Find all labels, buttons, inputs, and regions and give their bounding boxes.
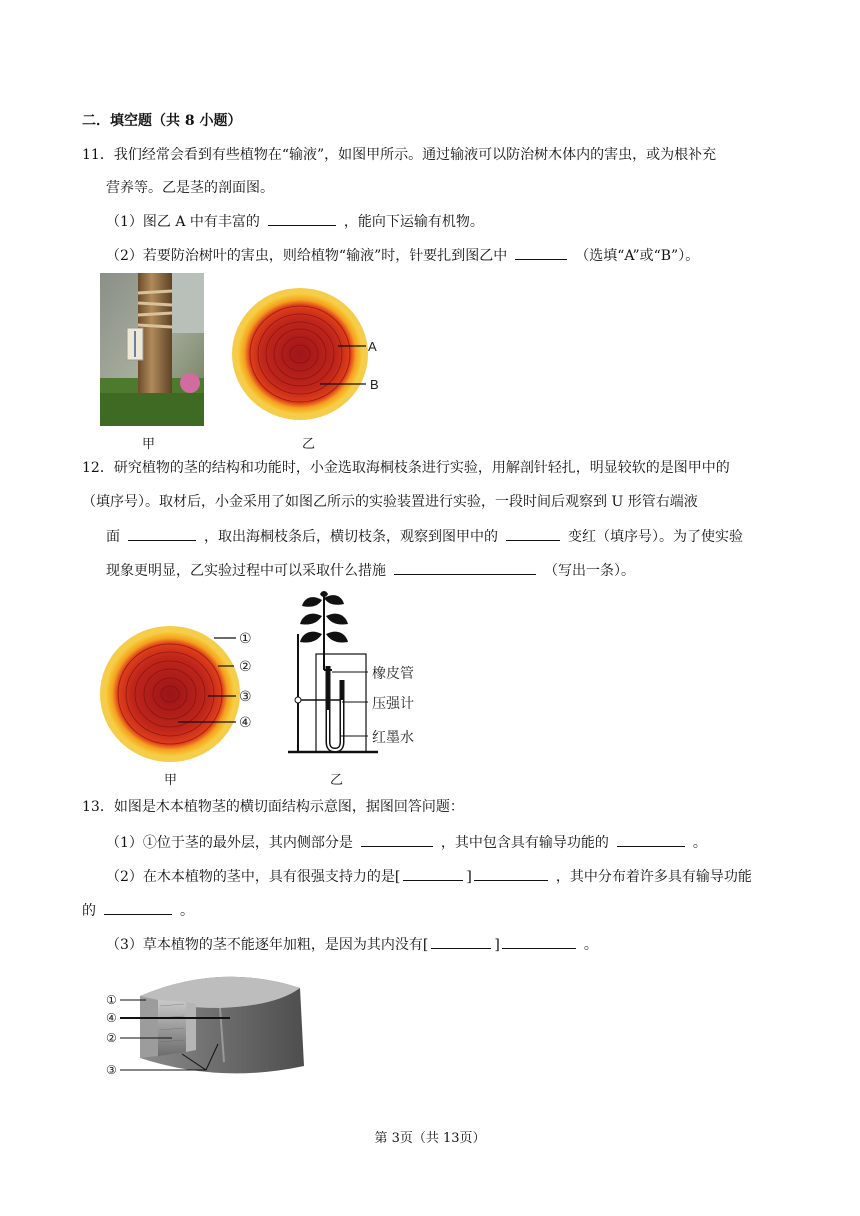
q11-part2-text-end: （选填“A”或“B”）。: [575, 248, 700, 264]
q13-line1: 13．如图是木本植物茎的横切面结构示意图，据图回答问题：: [82, 799, 464, 815]
q13-part2-text-end: ，其中分布着许多具有输导功能: [555, 869, 752, 885]
q12-line3-text-end: 变红（填序号）。为了使实验: [568, 529, 743, 545]
q12-line2: （填序号）。取材后，小金采用了如图乙所示的实验装置进行实验，一段时间后观察到 U 形管右端液: [82, 494, 698, 510]
q11-part1-text: （1）图乙 A 中有丰富的: [106, 214, 260, 230]
q11-part2: [106, 245, 699, 266]
q13-label-4: ④: [106, 1011, 117, 1025]
q12-caption-a: 甲: [164, 773, 178, 788]
experiment-apparatus: [282, 590, 432, 768]
q12-line4-text-end: （写出一条）。: [544, 563, 635, 579]
q13-part2-line2-text: 的: [82, 903, 96, 919]
answer-blank[interactable]: [394, 560, 536, 575]
answer-blank[interactable]: [506, 526, 560, 541]
q13-part2-line2: [82, 900, 194, 921]
q11-part1-text-end: ，能向下运输有机物。: [343, 214, 484, 230]
answer-blank[interactable]: [104, 900, 172, 915]
q11-part2-text: （2）若要防治树叶的害虫，则给植物“输液”时，针要扎到图乙中: [106, 248, 508, 264]
q11-caption-b: 乙: [302, 437, 316, 452]
tree-infusion-photo: [100, 273, 204, 426]
q13-part3-bracket: ]: [494, 937, 500, 953]
q13-part2-line2-text-end: 。: [180, 903, 194, 919]
q12-line3: [106, 526, 743, 547]
label-red-ink: 红墨水: [372, 730, 414, 746]
section-title: 二．填空题（共 8 小题）: [82, 113, 242, 129]
q12-line4: [106, 560, 635, 581]
page-footer: 第 3页（共 13页）: [374, 1131, 486, 1146]
q13-part1: [106, 832, 707, 853]
q12-line3-text: 面: [106, 529, 120, 545]
answer-blank[interactable]: [502, 934, 576, 949]
label-a: A: [368, 339, 377, 354]
answer-blank[interactable]: [474, 866, 548, 881]
q11-line1: 11．我们经常会看到有些植物在“输液”，如图甲所示。通过输液可以防治树木体内的害虫，或为根补充: [82, 147, 717, 163]
label-manometer: 压强计: [372, 696, 414, 712]
q12-caption-b: 乙: [330, 773, 344, 788]
answer-blank[interactable]: [128, 526, 196, 541]
q12-line1: 12．研究植物的茎的结构和功能时，小金选取海桐枝条进行实验，用解剖针轻扎，明显较软的是图甲中的: [82, 460, 730, 476]
q11-part1: [106, 211, 484, 232]
q13-label-3: ③: [106, 1063, 117, 1077]
stem-cross-section-q11: [228, 272, 388, 432]
label-2: ②: [239, 659, 252, 675]
q13-part1-text: （1）①位于茎的最外层，其内侧部分是: [106, 835, 353, 851]
q13-part2-bracket: ]: [466, 869, 472, 885]
q13-label-1: ①: [106, 993, 117, 1007]
label-3: ③: [239, 689, 252, 705]
q13-part3: [106, 934, 598, 955]
answer-blank[interactable]: [617, 832, 685, 847]
q11-line2: 营养等。乙是茎的剖面图。: [106, 180, 274, 196]
label-b: B: [370, 377, 379, 392]
q13-part1-text-mid: ，其中包含具有输导功能的: [440, 835, 609, 851]
answer-blank[interactable]: [361, 832, 433, 847]
label-4: ④: [239, 715, 252, 731]
q12-line4-text: 现象更明显，乙实验过程中可以采取什么措施: [106, 563, 386, 579]
q13-label-2: ②: [106, 1031, 117, 1045]
q13-part2-text: （2）在木本植物的茎中，具有很强支持力的是[: [106, 869, 401, 885]
answer-blank[interactable]: [268, 211, 336, 226]
q13-part2: [106, 866, 752, 887]
q13-part3-text: （3）草本植物的茎不能逐年加粗，是因为其内没有[: [106, 937, 429, 953]
label-1: ①: [239, 631, 252, 647]
woody-stem-diagram: [100, 966, 310, 1082]
q11-caption-a: 甲: [142, 437, 156, 452]
answer-blank[interactable]: [431, 934, 491, 949]
label-rubber-tube: 橡皮管: [372, 666, 414, 682]
q13-part3-text-end: 。: [583, 937, 598, 953]
answer-blank[interactable]: [515, 245, 567, 260]
answer-blank[interactable]: [403, 866, 463, 881]
q13-part1-text-end: 。: [692, 835, 707, 851]
q12-line3-text-mid: ，取出海桐枝条后，横切枝条，观察到图甲中的: [204, 529, 498, 545]
stem-cross-section-q12: [98, 620, 270, 770]
